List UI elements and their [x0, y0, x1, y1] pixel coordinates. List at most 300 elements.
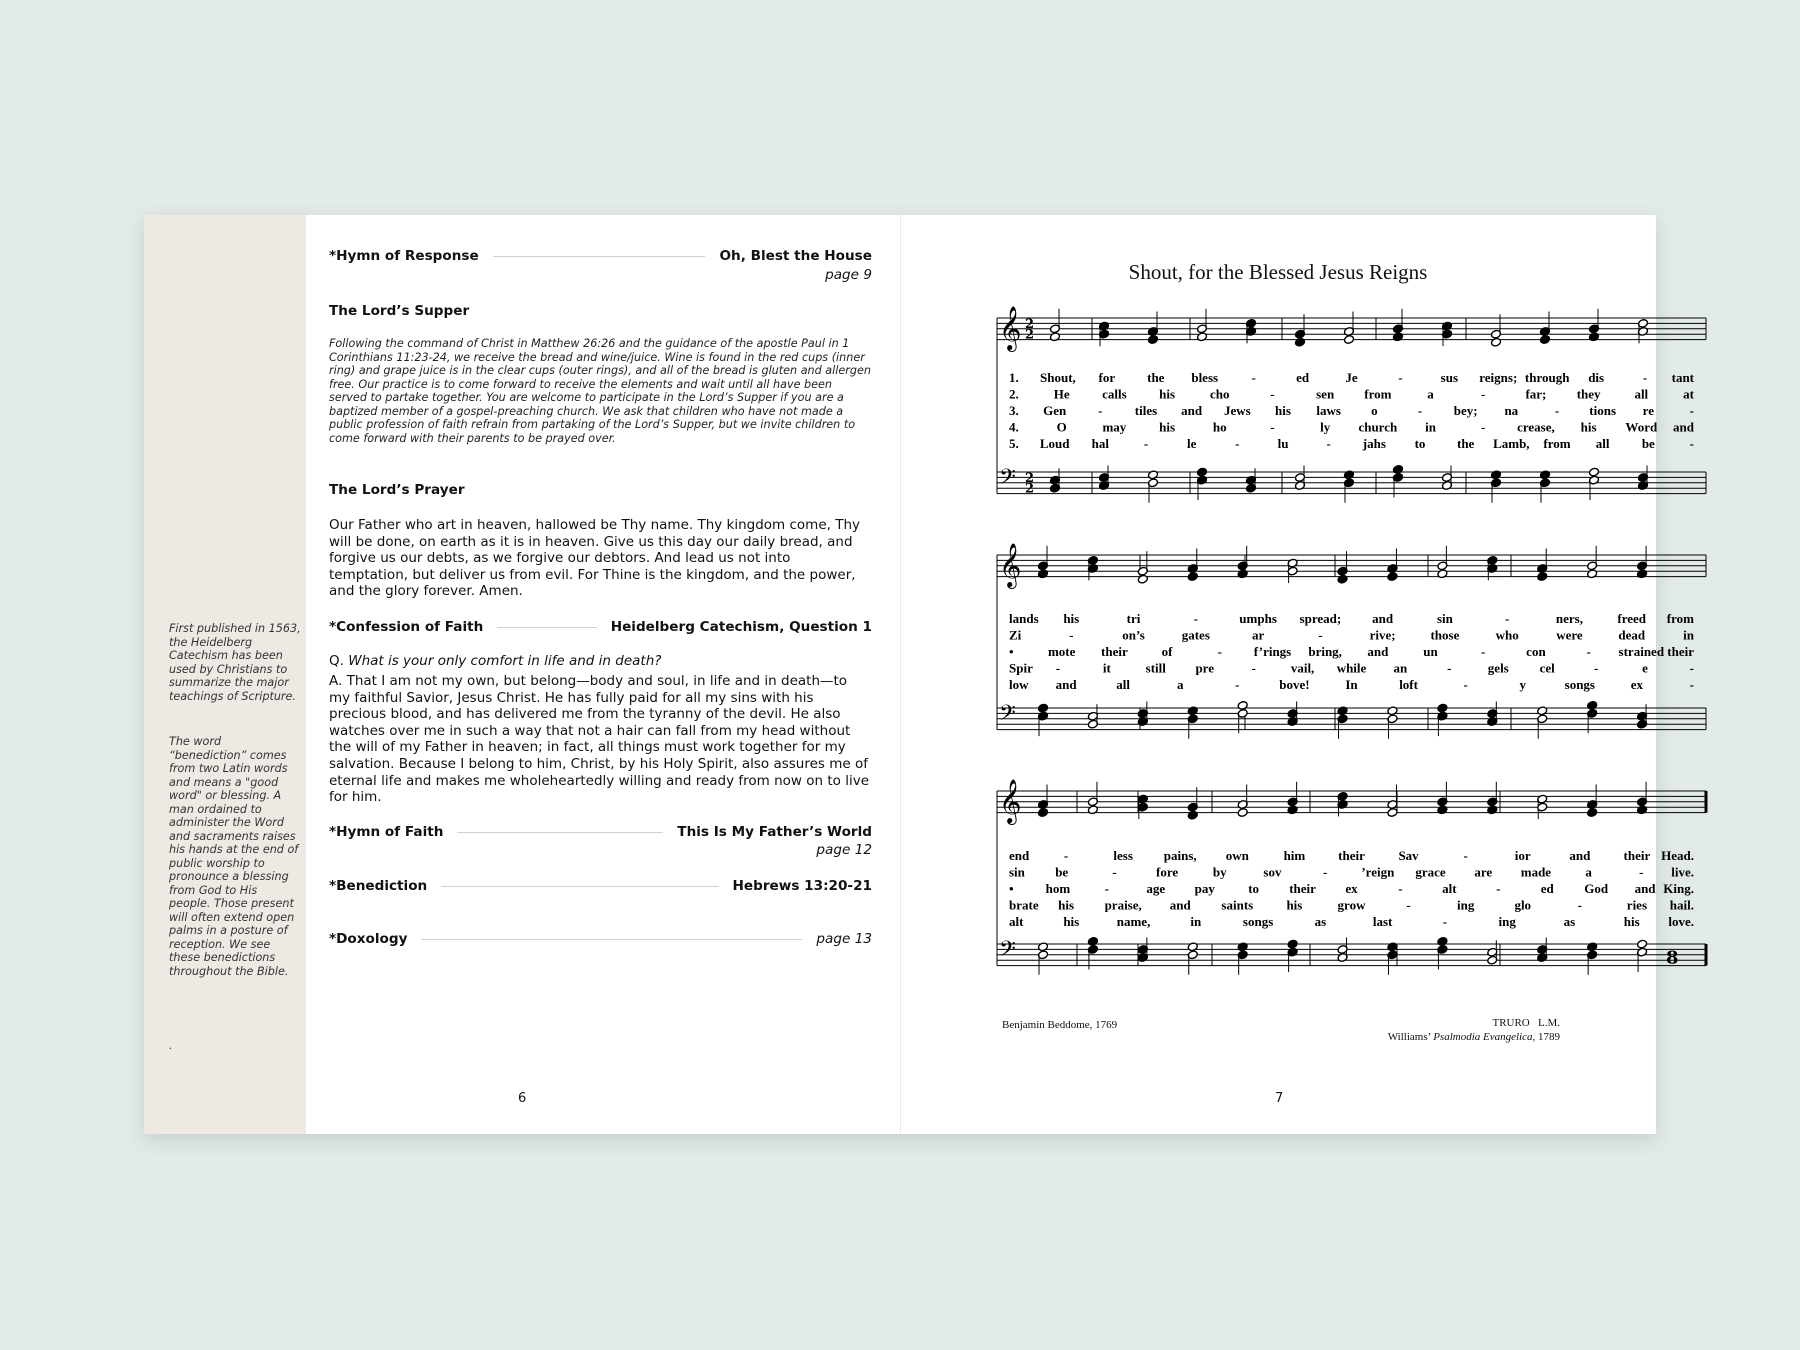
- lyric-syllable: -: [1055, 660, 1061, 676]
- lyric-syllable: Shout,: [1040, 370, 1076, 385]
- lyric-syllable: still: [1145, 660, 1166, 676]
- lyric-syllable: dead: [1618, 627, 1646, 643]
- lyric-syllable: sen: [1316, 386, 1335, 402]
- note-head: [1537, 572, 1548, 582]
- note-head: [1437, 569, 1448, 579]
- lyric-syllable: as: [1563, 914, 1576, 929]
- lyric-syllable: ing: [1498, 914, 1516, 929]
- lyric-syllable: his: [1623, 914, 1640, 929]
- lyric-syllable: 2.: [1009, 386, 1019, 402]
- lyric-syllable: -: [1463, 677, 1468, 692]
- lyric-syllable: his: [1058, 897, 1075, 913]
- lyric-syllable: sus: [1440, 370, 1459, 385]
- sidebar-note-benediction: The word “benediction” comes from two Latin words and means a "good word" or blessing. A man ordained to administer the Word and sacraments raises his hands at the end of public worship to pronounce a blessing from God to His people. Those present will often extend open palms in a posture of reception. We see these benedictions throughout the Bible.: [169, 735, 299, 978]
- lyric-syllable: fore: [1156, 864, 1179, 880]
- lyric-syllable: Loud: [1039, 436, 1070, 451]
- lyric-syllable: his: [1286, 897, 1303, 913]
- lyric-syllable: songs: [1242, 914, 1274, 929]
- lyric-syllable: umphs: [1239, 611, 1277, 626]
- lyric-syllable: an: [1393, 660, 1408, 676]
- lyric-syllable: mote: [1047, 644, 1076, 659]
- time-signature-bottom: 2: [1025, 481, 1035, 497]
- hymn-tune-credit: [1388, 1016, 1560, 1044]
- hymn-of-faith-label: *Hymn of Faith: [329, 824, 444, 840]
- lyric-syllable: jahs: [1362, 436, 1386, 451]
- lyric-syllable: 1.: [1009, 370, 1019, 385]
- lyric-syllable: -: [1463, 848, 1468, 863]
- hymn-of-faith-row: [329, 822, 872, 842]
- note-head: [1049, 332, 1060, 342]
- lyric-syllable: the: [1456, 436, 1475, 451]
- lyric-syllable: his: [1159, 419, 1176, 435]
- lyric-syllable: -: [1577, 897, 1583, 913]
- lyric-syllable: f’rings: [1253, 644, 1292, 659]
- lyric-syllable: -: [1398, 370, 1403, 385]
- benediction-label: *Benediction: [329, 878, 428, 894]
- note-head: [1392, 332, 1403, 342]
- lyric-syllable: 3.: [1009, 403, 1019, 418]
- lyric-syllable: their: [1338, 848, 1365, 863]
- lyric-syllable: bey;: [1453, 403, 1478, 418]
- lyric-syllable: from: [1666, 611, 1694, 626]
- lyric-syllable: strained: [1618, 644, 1665, 659]
- lyric-syllable: saints: [1221, 897, 1254, 913]
- lyric-syllable: -: [1398, 881, 1403, 896]
- lyric-syllable: and: [1634, 881, 1656, 896]
- note-head: [1187, 706, 1198, 716]
- lyric-syllable: Head.: [1661, 848, 1694, 863]
- lyric-syllable: con: [1526, 644, 1546, 659]
- note-head: [1087, 805, 1098, 815]
- margin-sidebar: [144, 215, 306, 1134]
- note-head: [1490, 470, 1501, 480]
- hymn-text-credit: Benjamin Beddome, 1769: [1002, 1019, 1118, 1031]
- note-head: [1187, 572, 1198, 582]
- lyric-syllable: na: [1504, 403, 1519, 418]
- lyric-syllable: in: [1190, 914, 1202, 929]
- lyric-syllable: those: [1430, 627, 1460, 643]
- note-head: [1343, 335, 1354, 345]
- lyric-syllable: -: [1251, 370, 1256, 385]
- note-head: [1637, 569, 1648, 579]
- leader-line: [421, 939, 802, 940]
- note-head: [1587, 701, 1598, 711]
- leader-line: [457, 832, 663, 833]
- lyric-syllable: and: [1673, 419, 1694, 435]
- lyric-syllable: ed: [1540, 881, 1554, 896]
- lyric-syllable: gels: [1487, 660, 1509, 676]
- lyric-syllable: and: [1181, 403, 1203, 418]
- lyric-syllable: King.: [1663, 881, 1694, 896]
- lyric-syllable: less: [1113, 848, 1133, 863]
- lyric-syllable: last: [1372, 914, 1393, 929]
- hymn-of-faith-title: This Is My Father’s World: [677, 824, 872, 840]
- lyric-syllable: ing: [1456, 897, 1475, 913]
- lyric-syllable: a: [1177, 677, 1184, 692]
- lyric-syllable: -: [1689, 677, 1694, 692]
- treble-clef-icon: 𝄞: [999, 543, 1022, 588]
- lyric-syllable: songs: [1564, 677, 1596, 692]
- lyric-syllable: -: [1270, 386, 1275, 402]
- lyric-syllable: God: [1584, 881, 1609, 896]
- lyric-syllable: e: [1642, 660, 1648, 676]
- time-signature-bottom: 2: [1025, 327, 1035, 343]
- note-head: [1487, 805, 1498, 815]
- lyric-syllable: rive;: [1369, 627, 1396, 643]
- lyric-syllable: -: [1442, 914, 1448, 929]
- lyric-syllable: 4.: [1009, 419, 1019, 435]
- lyric-syllable: -: [1104, 881, 1110, 896]
- lyric-syllable: vail,: [1290, 660, 1315, 676]
- lyric-syllable: bring,: [1308, 644, 1342, 659]
- lyric-syllable: their: [1667, 644, 1694, 659]
- lyric-syllable: to: [1248, 881, 1260, 896]
- lyric-syllable: and: [1169, 897, 1191, 913]
- lyric-syllable: pay: [1194, 881, 1215, 896]
- bass-clef-icon: 𝄢: [999, 937, 1016, 968]
- lyric-syllable: live.: [1671, 864, 1694, 880]
- lyric-syllable: low: [1009, 677, 1029, 692]
- lyric-syllable: be: [1641, 436, 1655, 451]
- lyric-syllable: -: [1143, 436, 1149, 451]
- lyric-syllable: reigns;: [1479, 370, 1518, 385]
- lyric-syllable: who: [1495, 627, 1519, 643]
- lyric-syllable: 5.: [1009, 436, 1019, 451]
- lyric-syllable: in: [1683, 627, 1694, 643]
- lyric-syllable: tant: [1671, 370, 1694, 385]
- lyric-syllable: Jews: [1223, 403, 1251, 418]
- note-head: [1588, 332, 1599, 342]
- lyric-syllable: Spir: [1009, 660, 1033, 676]
- lyric-syllable: ly: [1320, 419, 1331, 435]
- lyric-syllable: bless: [1191, 370, 1219, 385]
- note-head: [1387, 572, 1398, 582]
- note-head: [1387, 942, 1398, 952]
- benediction-row: [329, 876, 872, 896]
- lyric-syllable: ners,: [1555, 611, 1584, 626]
- lyric-syllable: age: [1146, 881, 1166, 896]
- lyric-syllable: -: [1193, 611, 1198, 626]
- lyric-syllable: church: [1358, 419, 1398, 435]
- lyric-syllable: from: [1543, 436, 1571, 451]
- benediction-title: Hebrews 13:20-21: [732, 878, 872, 894]
- lyric-syllable: y: [1519, 677, 1526, 692]
- note-head: [1437, 805, 1448, 815]
- lyric-syllable: cel: [1539, 660, 1555, 676]
- lyric-syllable: their: [1101, 644, 1128, 659]
- lyric-syllable: -: [1318, 627, 1323, 643]
- lyric-syllable: pains,: [1163, 848, 1197, 863]
- lyric-syllable: were: [1556, 627, 1583, 643]
- note-head: [1343, 470, 1354, 480]
- lyric-syllable: ries: [1626, 897, 1648, 913]
- lyric-syllable: In: [1345, 677, 1358, 692]
- lyric-syllable: -: [1235, 677, 1240, 692]
- confession-label: *Confession of Faith: [329, 619, 484, 635]
- note-head: [1392, 465, 1403, 475]
- lyric-syllable: all: [1116, 677, 1131, 692]
- lyric-syllable: and: [1055, 677, 1077, 692]
- lyric-syllable: crease,: [1517, 419, 1555, 435]
- lyric-syllable: his: [1275, 403, 1291, 418]
- lyric-syllable: made: [1520, 864, 1552, 880]
- lyric-syllable: Gen: [1043, 403, 1067, 418]
- measure-marking: 8: [1666, 947, 1679, 969]
- note-head: [1588, 467, 1599, 477]
- lyric-syllable: ex: [1345, 881, 1358, 896]
- lyric-syllable: -: [1217, 644, 1222, 659]
- note-head: [1137, 574, 1148, 584]
- lyric-syllable: -: [1639, 864, 1644, 880]
- lyric-syllable: ho: [1212, 419, 1227, 435]
- lords-prayer-heading: The Lord’s Prayer: [329, 482, 465, 498]
- lyric-syllable: be: [1055, 864, 1069, 880]
- lyric-syllable: dis: [1588, 370, 1605, 385]
- note-head: [1237, 808, 1248, 818]
- tune-source-title: Psalmodia Evangelica: [1433, 1031, 1533, 1043]
- note-head: [1537, 706, 1548, 716]
- lyric-syllable: lu: [1277, 436, 1289, 451]
- doxology-page: page 13: [816, 931, 872, 947]
- lyric-syllable: hom: [1045, 881, 1071, 896]
- lyric-syllable: his: [1063, 611, 1080, 626]
- lyric-syllable: him: [1283, 848, 1306, 863]
- note-head: [1337, 574, 1348, 584]
- lyric-syllable: -: [1322, 864, 1328, 880]
- lyric-syllable: -: [1406, 897, 1411, 913]
- note-head: [1490, 337, 1501, 347]
- note-head: [1387, 808, 1398, 818]
- lyric-syllable: to: [1414, 436, 1426, 451]
- note-head: [1437, 937, 1448, 947]
- lyric-syllable: -: [1586, 644, 1591, 659]
- note-head: [1637, 805, 1648, 815]
- note-head: [1587, 942, 1598, 952]
- hymn-of-faith-page: page 12: [816, 842, 872, 858]
- lyric-syllable: all: [1634, 386, 1649, 402]
- lyric-syllable: -: [1447, 660, 1452, 676]
- note-head: [1087, 937, 1098, 947]
- note-head: [1387, 706, 1398, 716]
- leader-line: [497, 627, 596, 628]
- time-signature-top: 2: [1025, 316, 1035, 332]
- lyric-syllable: -: [1481, 419, 1486, 435]
- lords-supper-text: Following the command of Christ in Matthew 26:26 and the guidance of the apostle Paul in 1 Corinthians 11:23-24, we receive the bread and wine/juice. Wine is found in the red cups (inner ring) and grape juice is in the clear cups (outer rings), and all of the bread is gluten and allergen free. Our practice is to come forward to receive the elements and wait until all have been served to partake together. You are welcome to participate in the Lord’s Supper if you are a baptized member of a gospel-preaching church. We ask that children who have not made a public profession of faith refrain from partaking of the Lord’s Supper, but we invite children to come forward with their parents to be prayed over.: [329, 337, 871, 445]
- note-head: [1587, 569, 1598, 579]
- lyric-syllable: by: [1212, 864, 1227, 880]
- lyric-syllable: -: [1251, 660, 1256, 676]
- lyric-syllable: praise,: [1104, 897, 1142, 913]
- treble-clef-icon: 𝄞: [999, 779, 1022, 824]
- note-head: [1237, 701, 1248, 711]
- lyric-syllable: end: [1009, 848, 1030, 863]
- doxology-label: *Doxology: [329, 931, 408, 947]
- lords-supper-heading: The Lord’s Supper: [329, 303, 470, 319]
- lyric-syllable: -: [1063, 848, 1069, 863]
- treble-clef-icon: 𝄞: [999, 306, 1022, 351]
- lyric-syllable: Je: [1345, 370, 1358, 385]
- note-head: [1037, 703, 1048, 713]
- lyric-syllable: alt: [1442, 881, 1457, 896]
- lyric-syllable: may: [1102, 419, 1127, 435]
- lyric-syllable: and: [1367, 644, 1389, 659]
- lyric-syllable: -: [1689, 660, 1694, 676]
- note-head: [1147, 335, 1158, 345]
- note-head: [1037, 808, 1048, 818]
- confession-title: Heidelberg Catechism, Question 1: [610, 619, 872, 635]
- lyric-syllable: -: [1642, 370, 1648, 385]
- lyric-syllable: are: [1474, 864, 1493, 880]
- lyric-syllable: lands: [1009, 611, 1039, 626]
- note-head: [1637, 939, 1648, 949]
- lyric-syllable: -: [1481, 644, 1486, 659]
- lyric-syllable: laws: [1316, 403, 1341, 418]
- lyric-syllable: ’reign: [1361, 864, 1395, 880]
- lyric-syllable: -: [1098, 403, 1103, 418]
- lyric-syllable: brate: [1009, 897, 1039, 913]
- page-number-right: 7: [1275, 1091, 1284, 1106]
- lyric-syllable: it: [1102, 660, 1111, 676]
- question-prefix: Q.: [329, 653, 344, 669]
- lyric-syllable: for: [1098, 370, 1116, 385]
- lyric-syllable: pre: [1195, 660, 1214, 676]
- lyric-syllable: their: [1289, 881, 1316, 896]
- note-head: [1337, 706, 1348, 716]
- leader-line: [493, 256, 706, 257]
- lyric-syllable: Sav: [1398, 848, 1419, 863]
- question-text: What is your only comfort in life and in death?: [348, 653, 662, 669]
- lyric-syllable: sin: [1436, 611, 1453, 626]
- note-head: [1187, 942, 1198, 952]
- leader-line: [441, 886, 718, 887]
- lyric-syllable: -: [1496, 881, 1501, 896]
- note-head: [1147, 470, 1158, 480]
- lyric-syllable: at: [1683, 386, 1694, 402]
- lyric-syllable: -: [1689, 403, 1694, 418]
- lyric-syllable: grow: [1337, 897, 1366, 913]
- lyric-syllable: all: [1595, 436, 1610, 451]
- lyric-syllable: Lamb,: [1493, 436, 1530, 451]
- lyric-syllable: -: [1481, 386, 1486, 402]
- hymn-of-response-page: page 9: [825, 267, 872, 283]
- lyric-syllable: while: [1336, 660, 1367, 676]
- tune-source-prefix: Williams’: [1387, 1031, 1431, 1043]
- hymn-of-response-title: Oh, Blest the House: [719, 248, 872, 264]
- lyric-syllable: a: [1585, 864, 1592, 880]
- note-head: [1287, 805, 1298, 815]
- lyric-syllable: hail.: [1669, 897, 1694, 913]
- lyric-syllable: through: [1524, 370, 1570, 385]
- note-head: [1294, 337, 1305, 347]
- lyric-syllable: the: [1147, 370, 1165, 385]
- lyric-syllable: -: [1112, 864, 1117, 880]
- note-head: [1037, 569, 1048, 579]
- lyric-syllable: tiles: [1134, 403, 1158, 418]
- catechism-answer: A. That I am not my own, but belong—body and soul, in life and in death—to my faithful Savior, Jesus Christ. He has fully paid for all my sins with his precious blood, and has delivered me from the tyranny of the devil. He also watches over me in such a way that not a hair can fall from my head without the will of my Father in heaven; in fact, all things must work together for my salvation. Because I belong to him, Christ, by his Holy Spirit, also assures me of eternal life and makes me wholeheartedly willing and ready from now on to live for him.: [329, 673, 869, 806]
- lyric-syllable: re: [1642, 403, 1654, 418]
- lyric-syllable: •: [1009, 644, 1014, 659]
- lyric-syllable: o: [1371, 403, 1378, 418]
- lyric-syllable: -: [1270, 419, 1275, 435]
- lyric-syllable: glo: [1514, 897, 1532, 913]
- lyric-syllable: gates: [1181, 627, 1210, 643]
- tune-source-year: , 1789: [1532, 1031, 1560, 1043]
- note-head: [1196, 467, 1207, 477]
- lyric-syllable: a: [1427, 386, 1434, 402]
- note-head: [1539, 470, 1550, 480]
- lyric-syllable: O: [1056, 419, 1067, 435]
- bass-clef-icon: 𝄢: [999, 465, 1016, 496]
- lyric-syllable: ar: [1251, 627, 1265, 643]
- lyric-syllable: love.: [1668, 914, 1694, 929]
- lyric-syllable: his: [1159, 386, 1176, 402]
- lyric-syllable: his: [1580, 419, 1597, 435]
- lyric-syllable: sin: [1009, 864, 1025, 880]
- lyric-syllable: freed: [1617, 611, 1647, 626]
- note-head: [1437, 703, 1448, 713]
- hymn-of-response-row: [329, 246, 872, 266]
- lyric-syllable: in: [1425, 419, 1436, 435]
- page-number-left: 6: [518, 1091, 527, 1106]
- lyric-syllable: they: [1576, 386, 1601, 402]
- lyric-syllable: and: [1372, 611, 1394, 626]
- time-signature-top: 2: [1025, 470, 1035, 486]
- lyric-syllable: le: [1186, 436, 1197, 451]
- lyric-syllable: -: [1593, 660, 1599, 676]
- note-head: [1539, 335, 1550, 345]
- lyric-syllable: ior: [1514, 848, 1531, 863]
- booklet-spread: [144, 215, 1694, 1134]
- lyric-syllable: on’s: [1122, 627, 1145, 643]
- lyric-syllable: own: [1225, 848, 1249, 863]
- lyric-syllable: Zi: [1009, 627, 1022, 643]
- lyric-syllable: -: [1505, 611, 1510, 626]
- catechism-question: [329, 653, 872, 670]
- doxology-row: [329, 929, 872, 949]
- lyric-syllable: his: [1063, 914, 1080, 929]
- note-head: [1187, 810, 1198, 820]
- sidebar-note-catechism: First published in 1563, the Heidelberg Catechism has been used by Christians to summarize the major teachings of Scripture.: [169, 622, 301, 703]
- lyric-syllable: grace: [1415, 864, 1446, 880]
- lyric-syllable: •: [1009, 881, 1014, 896]
- lyric-syllable: He: [1053, 386, 1070, 402]
- sidebar-dot: .: [169, 1039, 173, 1052]
- lyric-syllable: spread;: [1299, 611, 1342, 626]
- hymn-of-response-label: *Hymn of Response: [329, 248, 479, 264]
- lyric-syllable: as: [1314, 914, 1327, 929]
- bass-clef-icon: 𝄢: [999, 701, 1016, 732]
- note-head: [1237, 569, 1248, 579]
- lyric-syllable: hal: [1091, 436, 1110, 451]
- lyric-syllable: un: [1423, 644, 1438, 659]
- lords-prayer-text: Our Father who art in heaven, hallowed be Thy name. Thy kingdom come, Thy will be done, on earth as it is in heaven. Give us this day our daily bread, and forgive us our debts, as we forgive our debtors. And lead us not into temptation, but deliver us from evil. For Thine is the kingdom, and the power, and the glory forever. Amen.: [329, 517, 861, 600]
- lyric-syllable: cho: [1210, 386, 1230, 402]
- lyric-syllable: -: [1326, 436, 1331, 451]
- lyric-syllable: sov: [1263, 864, 1282, 880]
- lyric-syllable: calls: [1102, 386, 1127, 402]
- lyric-syllable: and: [1569, 848, 1591, 863]
- lyric-syllable: bove!: [1279, 677, 1310, 692]
- tune-source: [1388, 1030, 1560, 1044]
- lyric-syllable: alt: [1009, 914, 1024, 929]
- lyric-syllable: -: [1417, 403, 1423, 418]
- lyric-syllable: tions: [1589, 403, 1617, 418]
- lyric-syllable: loft: [1399, 677, 1418, 692]
- lyric-syllable: of: [1161, 644, 1173, 659]
- lyric-syllable: -: [1069, 627, 1074, 643]
- lyric-syllable: -: [1235, 436, 1240, 451]
- lyric-syllable: ed: [1296, 370, 1310, 385]
